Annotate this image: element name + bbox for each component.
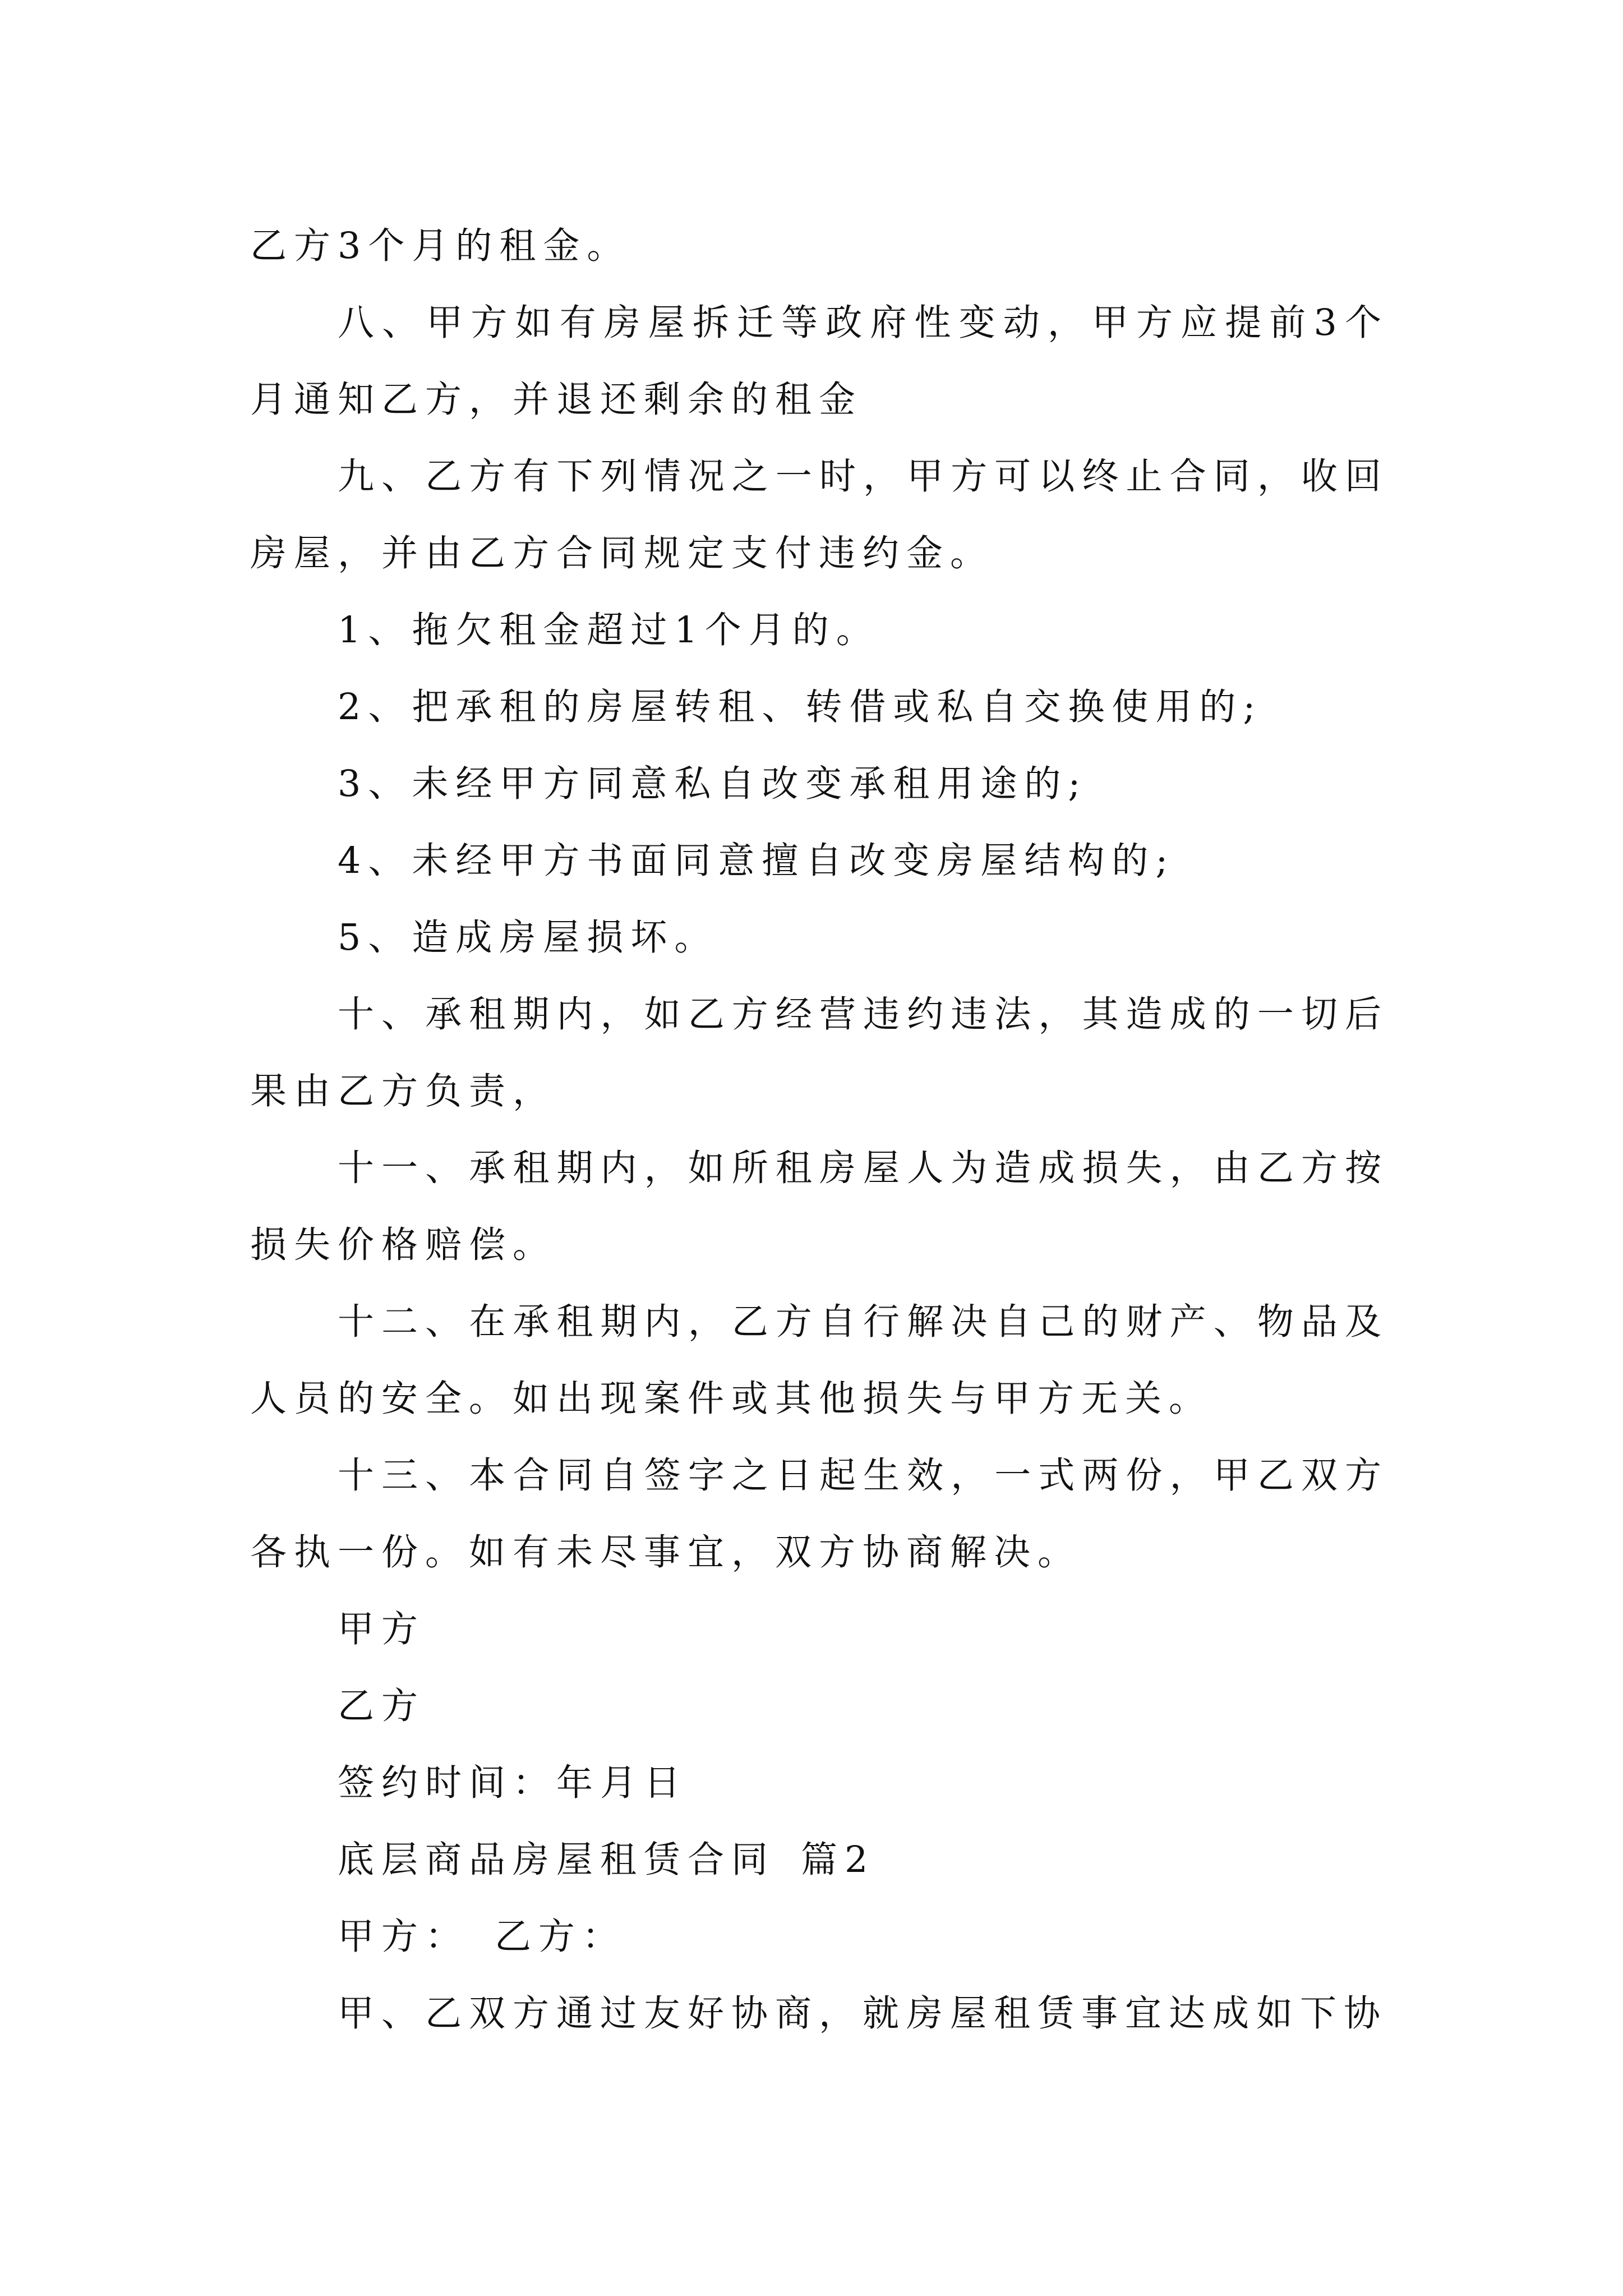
- clause-11-damages: 十一、承租期内，如所租房屋人为造成损失，由乙方按损失价格赔偿。: [250, 1147, 1389, 1266]
- signature-party-b: 乙方: [338, 1685, 426, 1727]
- condition-5: 5、造成房屋损坏。: [338, 917, 718, 959]
- section-2-title: 底层商品房屋租赁合同: [338, 1839, 776, 1881]
- party-b-label: 乙方：: [495, 1916, 626, 1958]
- paragraph-rent-continuation: 乙方3个月的租金。: [250, 225, 631, 267]
- clause-13-effective: 十三、本合同自签字之日起生效，一式两份，甲乙双方各执一份。如有未尽事宜，双方协商解决。: [250, 1455, 1389, 1573]
- condition-4: 4、未经甲方书面同意擅自改变房屋结构的;: [338, 840, 1175, 882]
- clause-10-liability: 十、承租期内，如乙方经营违约违法，其造成的一切后果由乙方负责，: [250, 993, 1389, 1112]
- signature-party-a: 甲方: [338, 1608, 426, 1650]
- condition-3: 3、未经甲方同意私自改变承租用途的;: [338, 763, 1088, 805]
- party-a-label: 甲方：: [338, 1916, 469, 1958]
- section-2-heading: [250, 1821, 1389, 1898]
- clause-8-demolition: 八、甲方如有房屋拆迁等政府性变动，甲方应提前3个月通知乙方，并退还剩余的租金: [250, 302, 1389, 421]
- condition-2: 2、把承租的房屋转租、转借或私自交换使用的;: [338, 686, 1263, 728]
- clause-12-safety: 十二、在承租期内，乙方自行解决自己的财产、物品及人员的安全。如出现案件或其他损失与甲方无关。: [250, 1301, 1389, 1420]
- section-2-part-label: 篇2: [801, 1839, 875, 1881]
- clause-9-termination: 九、乙方有下列情况之一时，甲方可以终止合同，收回房屋，并由乙方合同规定支付违约金。: [250, 455, 1389, 574]
- section-2-parties: [250, 1898, 1389, 1975]
- signature-date: 签约时间：年月日: [338, 1762, 688, 1804]
- section-2-intro: 甲、乙双方通过友好协商，就房屋租赁事宜达成如下协: [338, 1993, 1388, 2035]
- document-body: [250, 208, 1389, 2052]
- condition-1: 1、拖欠租金超过1个月的。: [338, 609, 880, 651]
